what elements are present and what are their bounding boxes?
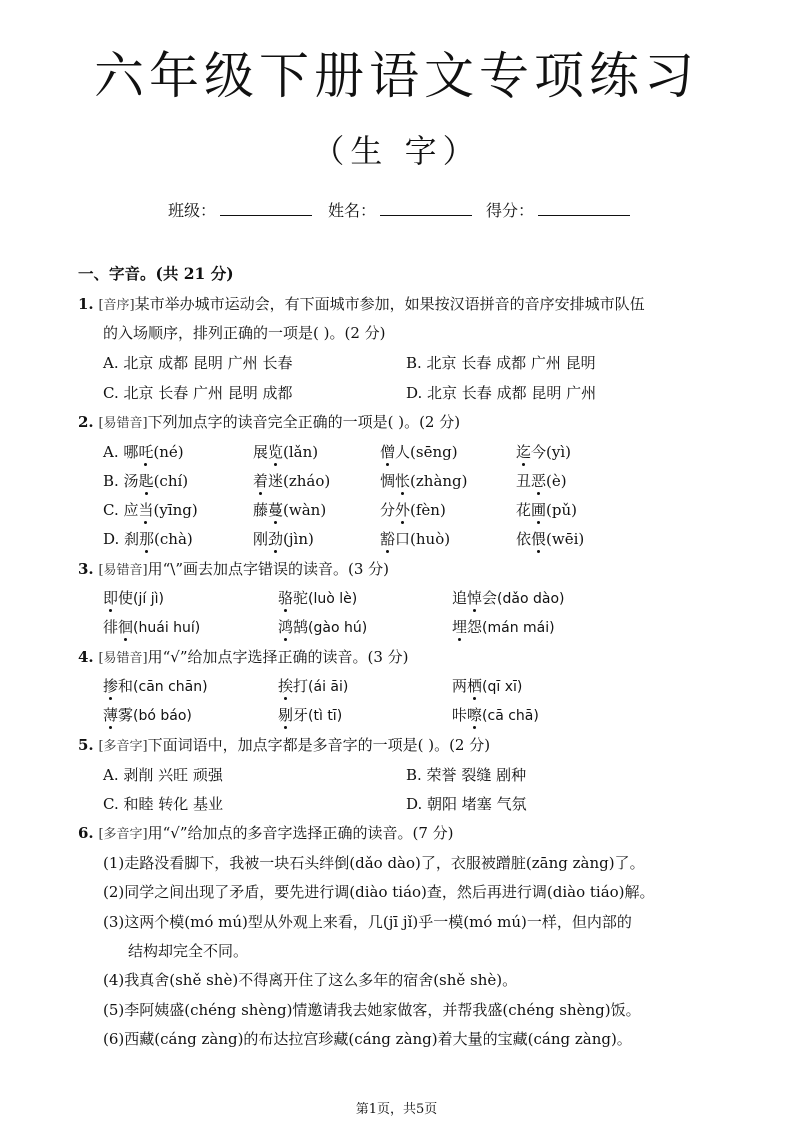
word-item: 骆驼(luò lè)	[278, 589, 358, 607]
option-a: A. 剥削 兴旺 顽强	[103, 766, 223, 784]
question-tag: [多音字]	[98, 827, 148, 842]
question-number: 5.	[78, 736, 94, 754]
question-2	[78, 411, 460, 432]
option-word: D. 刹那(chà)	[103, 530, 193, 548]
dotted-character: 偎	[531, 530, 547, 548]
dotted-character: 匙	[138, 472, 154, 490]
name-field	[328, 198, 472, 221]
class-field	[168, 198, 312, 221]
pinyin-choices: (jí jì)	[133, 591, 164, 607]
word-item: 挨打(ái āi)	[278, 677, 349, 695]
question-6-item-4: (4)我真舍(shě shè)不得离开住了这么多年的宿舍(shě shè)。	[103, 971, 518, 989]
word-item: 咔嚓(cā chā)	[452, 706, 539, 724]
option-word: 刚劲(jìn)	[253, 530, 314, 548]
dotted-character: 骆	[278, 589, 294, 607]
option-word: 藤蔓(wàn)	[253, 501, 327, 519]
document-title: 六年级下册语文专项练习	[94, 47, 699, 105]
option-word: 展览(lǎn)	[253, 443, 319, 461]
dotted-character: 怅	[395, 472, 411, 490]
section-heading: 一、字音。(共 21 分)	[78, 264, 234, 283]
question-tag: [多音字]	[98, 739, 148, 754]
dotted-character: 掺	[103, 677, 119, 695]
pinyin-choices: (luò lè)	[308, 591, 358, 607]
question-6-item-1: (1)走路没看脚下，我被一块石头绊倒(dǎo dào)了，衣服被蹭脏(zāng zàng)了。	[103, 854, 645, 872]
question-text: 下面词语中，加点字都是多音字的一项是( )。(2 分)	[147, 736, 491, 754]
dotted-character: 薄	[103, 706, 119, 724]
question-5	[78, 734, 490, 755]
dotted-character: 鸿	[278, 618, 294, 636]
dotted-character: 剔	[278, 706, 294, 724]
word-item: 两栖(qī xī)	[452, 677, 523, 695]
question-text: 某市举办城市运动会，有下面城市参加，如果按汉语拼音的音序安排城市队伍	[134, 295, 645, 313]
question-number: 1.	[78, 295, 94, 313]
option-word: 迄今(yì)	[516, 443, 571, 461]
dotted-character: 徊	[118, 618, 134, 636]
class-blank	[220, 201, 312, 216]
word-item: 追悼会(dǎo dào)	[452, 589, 565, 607]
word-item: 掺和(cān chān)	[103, 677, 208, 695]
dotted-character: 挨	[278, 677, 294, 695]
question-tag: [易错音]	[98, 416, 148, 431]
question-4	[78, 646, 409, 667]
score-field	[486, 198, 630, 221]
dotted-character: 着	[253, 472, 269, 490]
word-item: 徘徊(huái huí)	[103, 618, 201, 636]
question-number: 4.	[78, 648, 94, 666]
dotted-character: 豁	[380, 530, 396, 548]
dotted-character: 埋	[452, 618, 468, 636]
dotted-character: 即	[103, 589, 119, 607]
dotted-character: 恶	[531, 472, 547, 490]
question-text: 下列加点字的读音完全正确的一项是( )。(2 分)	[147, 413, 461, 431]
word-item: 即使(jí jì)	[103, 589, 164, 607]
option-word: 依偎(wēi)	[516, 530, 585, 548]
pinyin-choices: (mán mái)	[482, 620, 555, 636]
option-b: B. 荣誉 裂缝 剧种	[406, 766, 527, 784]
name-blank	[380, 201, 472, 216]
pinyin-choices: (gào hú)	[308, 620, 368, 636]
score-label: 得分：	[486, 201, 535, 220]
pinyin-choices: (dǎo dào)	[497, 591, 565, 607]
word-item: 埋怨(mán mái)	[452, 618, 555, 636]
question-text: 用“\”画去加点字错误的读音。(3 分)	[147, 560, 390, 578]
name-label: 姓名：	[328, 201, 377, 220]
dotted-character: 圃	[531, 501, 547, 519]
dotted-character: 吒	[138, 443, 154, 461]
question-number: 6.	[78, 824, 94, 842]
pinyin-choices: (tì tī)	[308, 708, 343, 724]
question-tag: [易错音]	[98, 651, 148, 666]
option-word: 花圃(pǔ)	[516, 501, 577, 519]
dotted-character: 栖	[467, 677, 483, 695]
dotted-character: 嚓	[467, 706, 483, 724]
option-word: C. 应当(yīng)	[103, 501, 198, 519]
option-word: 分外(fèn)	[380, 501, 446, 519]
dotted-character: 当	[138, 501, 154, 519]
option-c: C. 和睦 转化 基业	[103, 795, 224, 813]
pinyin-choices: (cā chā)	[482, 708, 539, 724]
page-footer: 第1页，共5页	[355, 1102, 438, 1117]
option-word: 惆怅(zhàng)	[380, 472, 468, 490]
word-item: 薄雾(bó báo)	[103, 706, 192, 724]
question-number: 2.	[78, 413, 94, 431]
dotted-character: 蔓	[268, 501, 284, 519]
document-subtitle: （生 字）	[312, 132, 481, 170]
dotted-character: 迄	[516, 443, 532, 461]
option-word: A. 哪吒(né)	[103, 443, 184, 461]
question-text: 用“√”给加点的多音字选择正确的读音。(7 分)	[147, 824, 454, 842]
option-a: A. 北京 成都 昆明 广州 长春	[103, 354, 293, 372]
option-d: D. 朝阳 堵塞 气氛	[406, 795, 527, 813]
question-1-line-2: 的入场顺序，排列正确的一项是( )。(2 分)	[103, 324, 386, 342]
option-c: C. 北京 长春 广州 昆明 成都	[103, 384, 293, 402]
question-6	[78, 822, 454, 843]
dotted-character: 外	[395, 501, 411, 519]
question-tag: [易错音]	[98, 563, 148, 578]
question-6-item-2: (2)同学之间出现了矛盾，要先进行调(diào tiáo)查，然后再进行调(diào tiáo)解。	[103, 883, 655, 901]
option-d: D. 北京 长春 成都 昆明 广州	[406, 384, 597, 402]
pinyin-choices: (huái huí)	[133, 620, 201, 636]
question-tag: [音序]	[98, 298, 135, 313]
option-b: B. 北京 长春 成都 广州 昆明	[406, 354, 596, 372]
option-word: 着迷(zháo)	[253, 472, 331, 490]
question-3	[78, 558, 389, 579]
dotted-character: 那	[139, 530, 155, 548]
score-blank	[538, 201, 630, 216]
pinyin-choices: (ái āi)	[308, 679, 349, 695]
dotted-character: 览	[268, 443, 284, 461]
question-6-item-6: (6)西藏(cáng zàng)的布达拉宫珍藏(cáng zàng)着大量的宝藏(cáng zàng)。	[103, 1030, 632, 1048]
dotted-character: 僧	[380, 443, 396, 461]
question-6-item-3-cont: 结构却完全不同。	[128, 942, 249, 960]
dotted-character: 劲	[268, 530, 284, 548]
question-6-item-5: (5)李阿姨盛(chéng shèng)情邀请我去她家做客，并帮我盛(chéng shèng)饭。	[103, 1001, 641, 1019]
question-6-item-3: (3)这两个模(mó mú)型从外观上来看，几(jī jǐ)乎一模(mó mú)一样，但内部的	[103, 913, 632, 931]
question-number: 3.	[78, 560, 94, 578]
class-label: 班级：	[168, 201, 217, 220]
pinyin-choices: (bó báo)	[133, 708, 192, 724]
word-item: 鸿鹄(gào hú)	[278, 618, 368, 636]
question-1-line-1	[78, 293, 645, 314]
pinyin-choices: (cān chān)	[133, 679, 208, 695]
pinyin-choices: (qī xī)	[482, 679, 523, 695]
dotted-character: 悼	[467, 589, 483, 607]
question-text: 用“√”给加点字选择正确的读音。(3 分)	[147, 648, 409, 666]
word-item: 剔牙(tì tī)	[278, 706, 343, 724]
option-word: 丑恶(è)	[516, 472, 567, 490]
option-word: B. 汤匙(chí)	[103, 472, 189, 490]
option-word: 豁口(huò)	[380, 530, 451, 548]
option-word: 僧人(sēng)	[380, 443, 458, 461]
